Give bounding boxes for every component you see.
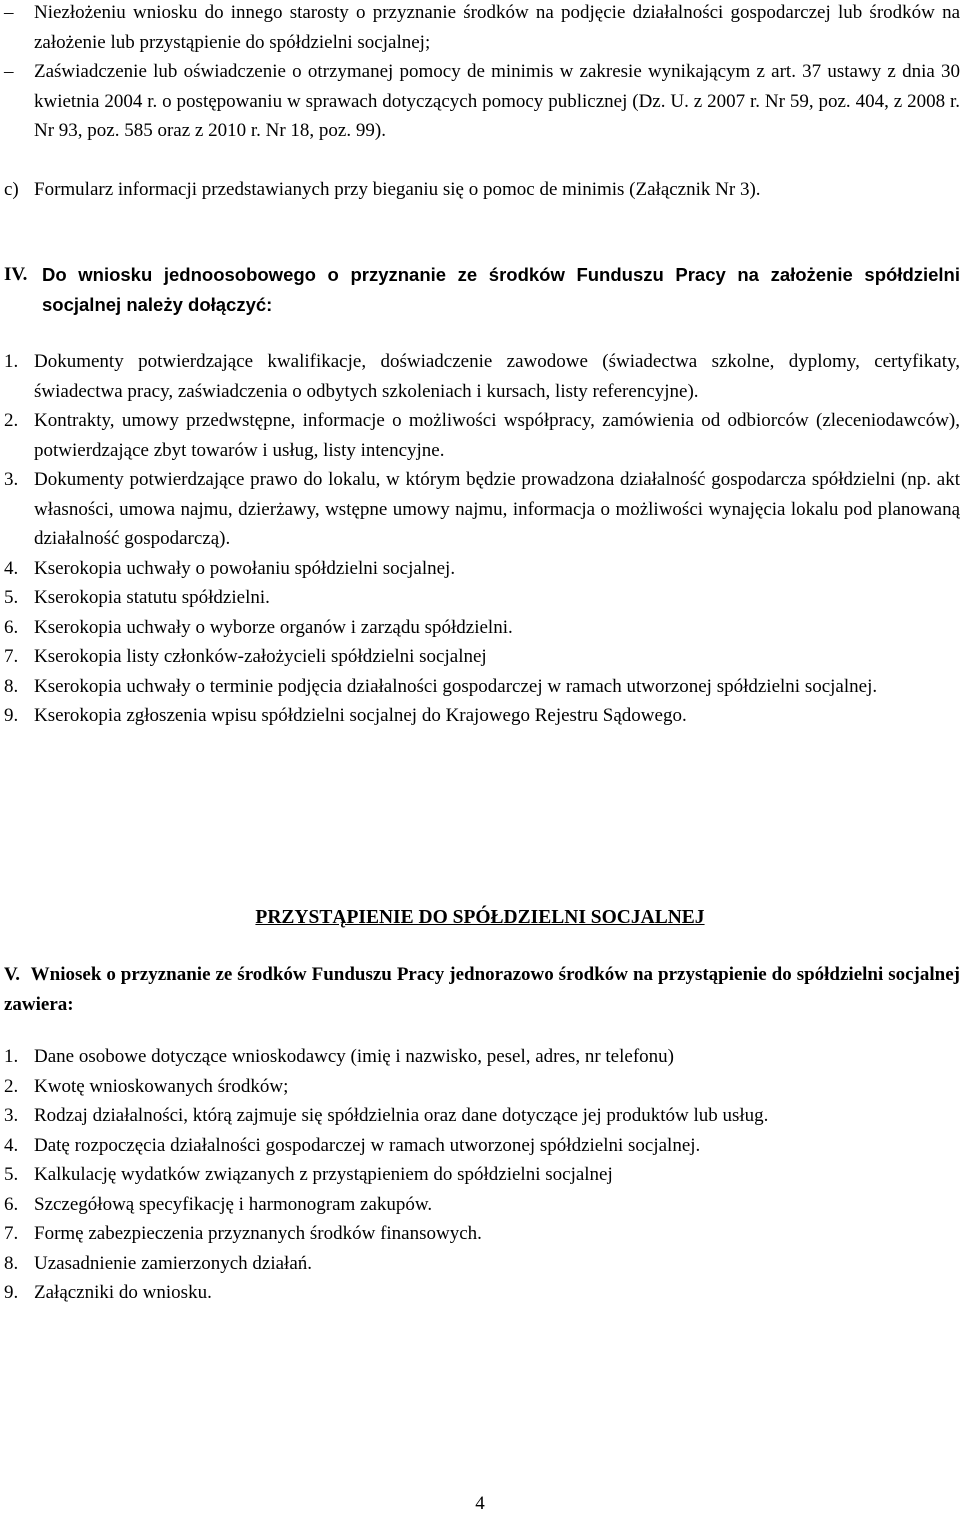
list-item bbox=[4, 554, 960, 584]
list-item-number: 7. bbox=[4, 1223, 19, 1244]
item-c-text: Formularz informacji przedstawianych przy bieganiu się o pomoc de minimis (Załącznik Nr 3). bbox=[34, 179, 761, 200]
dash-item bbox=[4, 0, 960, 57]
list-item-text: Kserokopia uchwały o terminie podjęcia działalności gospodarczej w ramach utworzonej spółdzielni socjalnej. bbox=[34, 675, 878, 697]
dash-item-text: Niezłożeniu wniosku do innego starosty o przyznanie środków na podjęcie działalności gospodarczej lub środków na założenie lub przystąpienie do spółdzielni socjalnej; bbox=[34, 2, 960, 53]
page-number: 4 bbox=[475, 1493, 485, 1514]
list-item bbox=[4, 1278, 960, 1308]
list-item-text: Załączniki do wniosku. bbox=[34, 1282, 212, 1303]
list-item-text: Uzasadnienie zamierzonych działań. bbox=[34, 1252, 312, 1274]
dash-item-text: Zaświadczenie lub oświadczenie o otrzymanej pomocy de minimis w zakresie wynikającym z art. 37 ustawy z dnia 30 kwietnia 2004 r. o postępowaniu w sprawach dotyczących pomocy publicznej (Dz. U. z 2007 r. Nr 59, poz. 404, z 2008 r. Nr 93, poz. 585 oraz z 2010 r. Nr 18, poz. 99). bbox=[34, 61, 960, 141]
list-item-number: 2. bbox=[4, 410, 19, 431]
section-title bbox=[0, 903, 960, 933]
list-item-text: Kwotę wnioskowanych środków; bbox=[34, 1075, 289, 1097]
list-item-text: Szczegółową specyfikację i harmonogram zakupów. bbox=[34, 1193, 433, 1215]
section-iv-heading-text: Do wniosku jednoosobowego o przyznanie ze środków Funduszu Pracy na założenie spółdzielni socjalnej należy dołączyć: bbox=[42, 264, 960, 315]
list-item bbox=[4, 1101, 960, 1131]
section-iv-list bbox=[4, 347, 960, 731]
list-item-text: Kserokopia uchwały o powołaniu spółdzielni socjalnej. bbox=[34, 557, 456, 579]
list-item-number: 8. bbox=[4, 675, 19, 697]
list-item bbox=[4, 347, 960, 406]
list-item-number: 9. bbox=[4, 1282, 19, 1303]
list-item-number: 1. bbox=[4, 1046, 19, 1067]
dash-marker: – bbox=[4, 61, 14, 82]
list-item bbox=[4, 465, 960, 554]
section-v-list bbox=[4, 1042, 960, 1308]
section-iv-heading bbox=[4, 260, 960, 319]
list-item bbox=[4, 642, 960, 672]
list-item-text: Rodzaj działalności, którą zajmuje się spółdzielnia oraz dane dotyczące jej produktów lub usług. bbox=[34, 1105, 769, 1126]
dash-marker: – bbox=[4, 2, 14, 23]
dash-list bbox=[4, 0, 960, 146]
list-item-number: 6. bbox=[4, 616, 19, 638]
section-v-marker: V. bbox=[4, 964, 21, 985]
list-item bbox=[4, 1072, 960, 1102]
list-item-number: 1. bbox=[4, 351, 19, 372]
list-item-text: Datę rozpoczęcia działalności gospodarczej w ramach utworzonej spółdzielni socjalnej. bbox=[34, 1134, 701, 1156]
list-item-text: Kserokopia listy członków-założycieli spółdzielni socjalnej bbox=[34, 646, 487, 667]
list-item bbox=[4, 701, 960, 731]
list-item-number: 5. bbox=[4, 1164, 19, 1185]
list-item-number: 5. bbox=[4, 587, 19, 608]
section-v-heading-row bbox=[4, 960, 960, 1019]
list-item-text: Kserokopia statutu spółdzielni. bbox=[34, 587, 270, 608]
section-iv-marker: IV. bbox=[4, 264, 28, 285]
list-item-text: Dokumenty potwierdzające prawo do lokalu, w którym będzie prowadzona działalność gospodarcza spółdzielni (np. akt własności, umowa najmu, dzierżawy, wstępne umowy najmu, informacja o możliwości wynajęcia lokalu pod planowaną działalność gospodarczą). bbox=[34, 469, 960, 549]
list-item-number: 3. bbox=[4, 1105, 19, 1126]
list-item bbox=[4, 1131, 960, 1161]
list-item bbox=[4, 1190, 960, 1220]
list-item-text: Dane osobowe dotyczące wnioskodawcy (imię i nazwisko, pesel, adres, nr telefonu) bbox=[34, 1046, 674, 1067]
list-item-number: 6. bbox=[4, 1193, 19, 1215]
item-c-row bbox=[4, 175, 960, 205]
list-item bbox=[4, 1219, 960, 1249]
list-item bbox=[4, 583, 960, 613]
list-item bbox=[4, 1249, 960, 1279]
list-item-text: Dokumenty potwierdzające kwalifikacje, doświadczenie zawodowe (świadectwa szkolne, dyplomy, certyfikaty, świadectwa pracy, zaświadczenia o odbytych szkoleniach i kursach, listy referencyjne). bbox=[34, 351, 960, 402]
list-item-number: 4. bbox=[4, 557, 19, 579]
list-item-text: Kserokopia uchwały o wyborze organów i zarządu spółdzielni. bbox=[34, 616, 513, 638]
list-item-number: 2. bbox=[4, 1075, 19, 1097]
list-item bbox=[4, 406, 960, 465]
list-item-number: 3. bbox=[4, 469, 19, 490]
section-iv-heading-row bbox=[4, 260, 960, 319]
item-c-marker: c) bbox=[4, 179, 19, 200]
list-item-text: Kontrakty, umowy przedwstępne, informacje o możliwości współpracy, zamówienia od odbiorców (zleceniodawców), potwierdzające zbyt towarów i usług, listy intencyjne. bbox=[34, 410, 960, 461]
list-item-number: 7. bbox=[4, 646, 19, 667]
section-title-text: PRZYSTĄPIENIE DO SPÓŁDZIELNI SOCJALNEJ bbox=[255, 907, 705, 928]
list-item-text: Kserokopia zgłoszenia wpisu spółdzielni socjalnej do Krajowego Rejestru Sądowego. bbox=[34, 705, 687, 726]
section-v-heading-text: Wniosek o przyznanie ze środków Funduszu Pracy jednorazowo środków na przystąpienie do spółdzielni socjalnej zawiera: bbox=[4, 964, 960, 1015]
section-v-heading bbox=[4, 960, 960, 1019]
list-item bbox=[4, 672, 960, 702]
list-item bbox=[4, 1160, 960, 1190]
list-item bbox=[4, 1042, 960, 1072]
list-item-number: 4. bbox=[4, 1134, 19, 1156]
dash-item bbox=[4, 57, 960, 146]
list-item bbox=[4, 613, 960, 643]
list-item-text: Formę zabezpieczenia przyznanych środków finansowych. bbox=[34, 1223, 482, 1244]
list-item-text: Kalkulację wydatków związanych z przystąpieniem do spółdzielni socjalnej bbox=[34, 1164, 613, 1185]
list-item-number: 9. bbox=[4, 705, 19, 726]
item-c bbox=[4, 175, 960, 205]
list-item-number: 8. bbox=[4, 1252, 19, 1274]
